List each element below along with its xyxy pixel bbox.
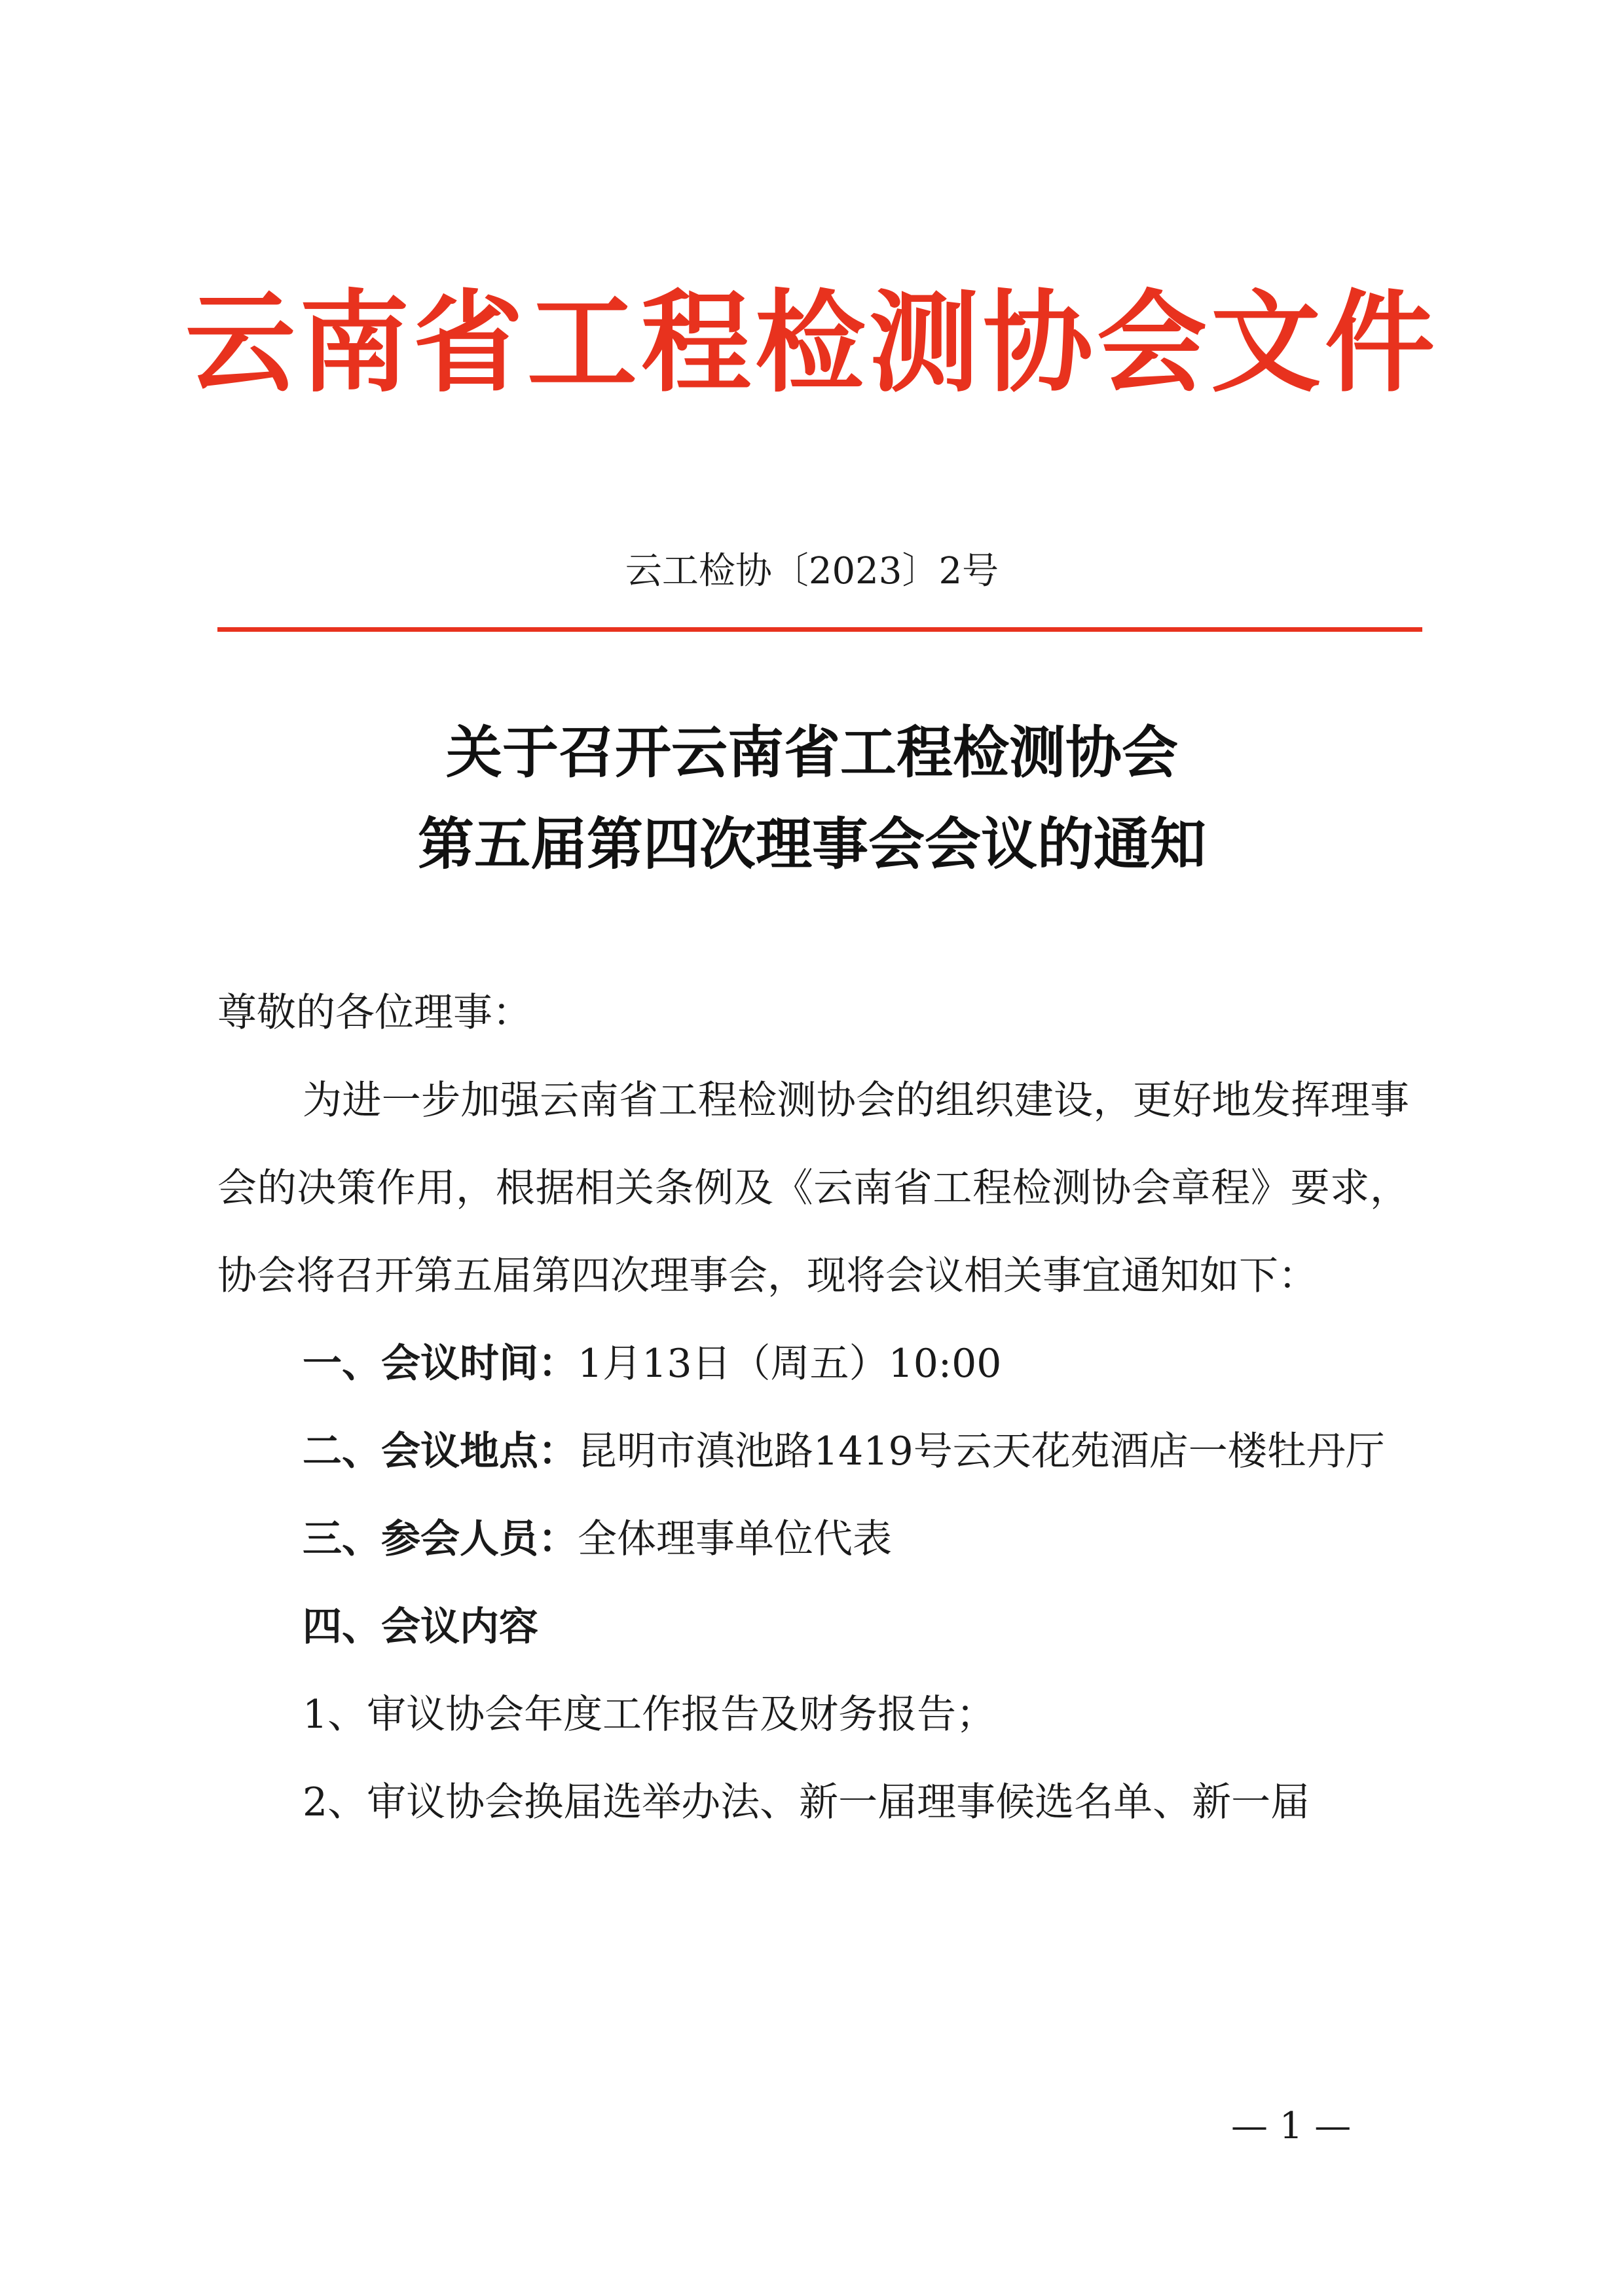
item-value: 昆明市滇池路1419号云天花苑酒店一楼牡丹厅: [578, 1429, 1385, 1474]
notice-title: [0, 707, 1624, 890]
intro-paragraph: 为进一步加强云南省工程检测协会的组织建设，更好地发挥理事会的决策作用，根据相关条例及《云南省工程检测协会章程》要求，协会将召开第五届第四次理事会，现将会议相关事宜通知如下：: [217, 1078, 1409, 1299]
item-label: 二、会议地点：: [303, 1429, 578, 1474]
document-header-title: 云南省工程检测协会文件: [185, 279, 1439, 407]
item-meeting-location: [217, 1408, 1409, 1495]
item-attendees: [217, 1495, 1409, 1583]
item-label: 三、参会人员：: [303, 1516, 578, 1562]
content-item-1: 1、审议协会年度工作报告及财务报告；: [303, 1692, 996, 1738]
item-label: 四、会议内容: [303, 1604, 538, 1650]
notice-body: [217, 969, 1409, 1846]
item-meeting-time: [217, 1320, 1409, 1408]
item-value: 1月13日（周五）10:00: [578, 1341, 1002, 1387]
item-value: 全体理事单位代表: [578, 1516, 892, 1562]
page-number: — 1 —: [1231, 2105, 1352, 2147]
item-meeting-content: [217, 1583, 1409, 1671]
item-label: 一、会议时间：: [303, 1341, 578, 1387]
notice-title-line-2: 第五届第四次理事会会议的通知: [418, 811, 1206, 877]
notice-title-line-1: 关于召开云南省工程检测协会: [446, 720, 1178, 786]
content-item-2: 2、审议协会换届选举办法、新一届理事候选名单、新一届: [303, 1779, 1310, 1825]
document-number: 云工检协〔2023〕2号: [625, 550, 999, 592]
red-divider-line: [217, 627, 1422, 632]
salutation: 尊敬的各位理事：: [217, 990, 532, 1036]
